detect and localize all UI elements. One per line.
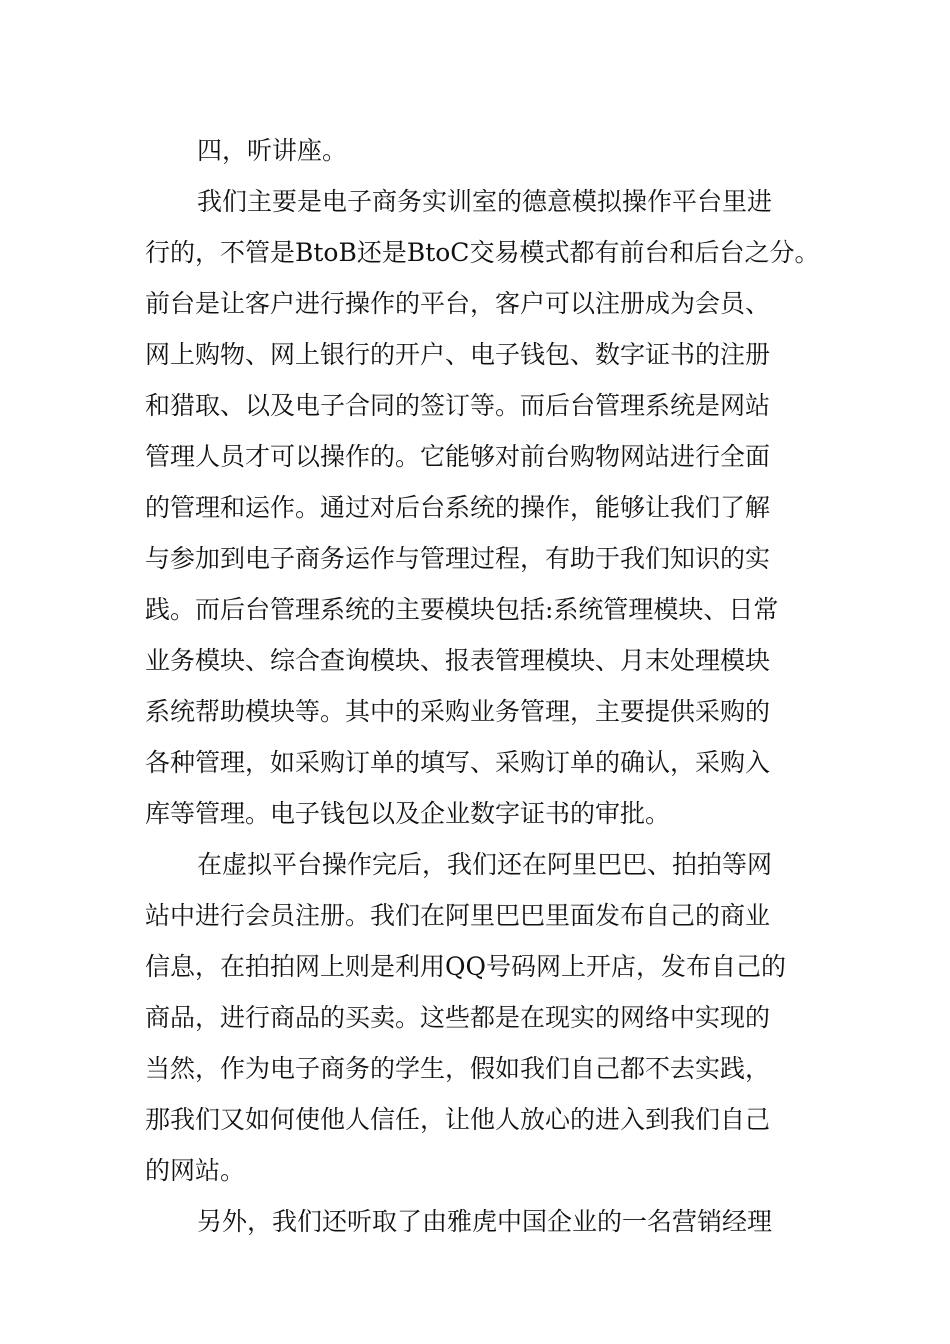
text-line: 我们主要是电子商务实训室的德意模拟操作平台里进: [197, 187, 773, 216]
text-line: 在虚拟平台操作完后，我们还在阿里巴巴、拍拍等网: [197, 850, 773, 879]
text-line: 业务模块、综合查询模块、报表管理模块、月末处理模块: [145, 646, 771, 675]
text-line: 系统帮助模块等。其中的采购业务管理，主要提供采购的: [145, 697, 771, 726]
text-line: 行的，不管是BtoB还是BtoC交易模式都有前台和后台之分。: [145, 238, 820, 267]
text-line: 商品，进行商品的买卖。这些都是在现实的网络中实现的: [145, 1003, 771, 1032]
text-line: 当然，作为电子商务的学生，假如我们自己都不去实践，: [145, 1054, 771, 1083]
text-line: 的网站。: [145, 1156, 246, 1185]
text-line: 前台是让客户进行操作的平台，客户可以注册成为会员、: [145, 289, 771, 318]
text-line: 和猎取、以及电子合同的签订等。而后台管理系统是网站: [145, 391, 771, 420]
text-line: 践。而后台管理系统的主要模块包括:系统管理模块、日常: [145, 595, 779, 624]
document-body: [145, 125, 825, 1247]
section-heading: 四，听讲座。: [197, 136, 348, 165]
text-line: 库等管理。电子钱包以及企业数字证书的审批。: [145, 799, 671, 828]
text-line: 另外，我们还听取了由雅虎中国企业的一名营销经理: [197, 1207, 773, 1236]
text-line: 各种管理，如采购订单的填写、采购订单的确认，采购入: [145, 748, 771, 777]
text-line: 那我们又如何使他人信任，让他人放心的进入到我们自己: [145, 1105, 771, 1134]
text-line: 的管理和运作。通过对后台系统的操作，能够让我们了解: [145, 493, 771, 522]
text-line: 站中进行会员注册。我们在阿里巴巴里面发布自己的商业: [145, 901, 771, 930]
text-line: 与参加到电子商务运作与管理过程，有助于我们知识的实: [145, 544, 771, 573]
text-line: 网上购物、网上银行的开户、电子钱包、数字证书的注册: [145, 340, 771, 369]
text-line: 管理人员才可以操作的。它能够对前台购物网站进行全面: [145, 442, 771, 471]
text-line: 信息，在拍拍网上则是利用QQ号码网上开店，发布自己的: [145, 952, 786, 981]
